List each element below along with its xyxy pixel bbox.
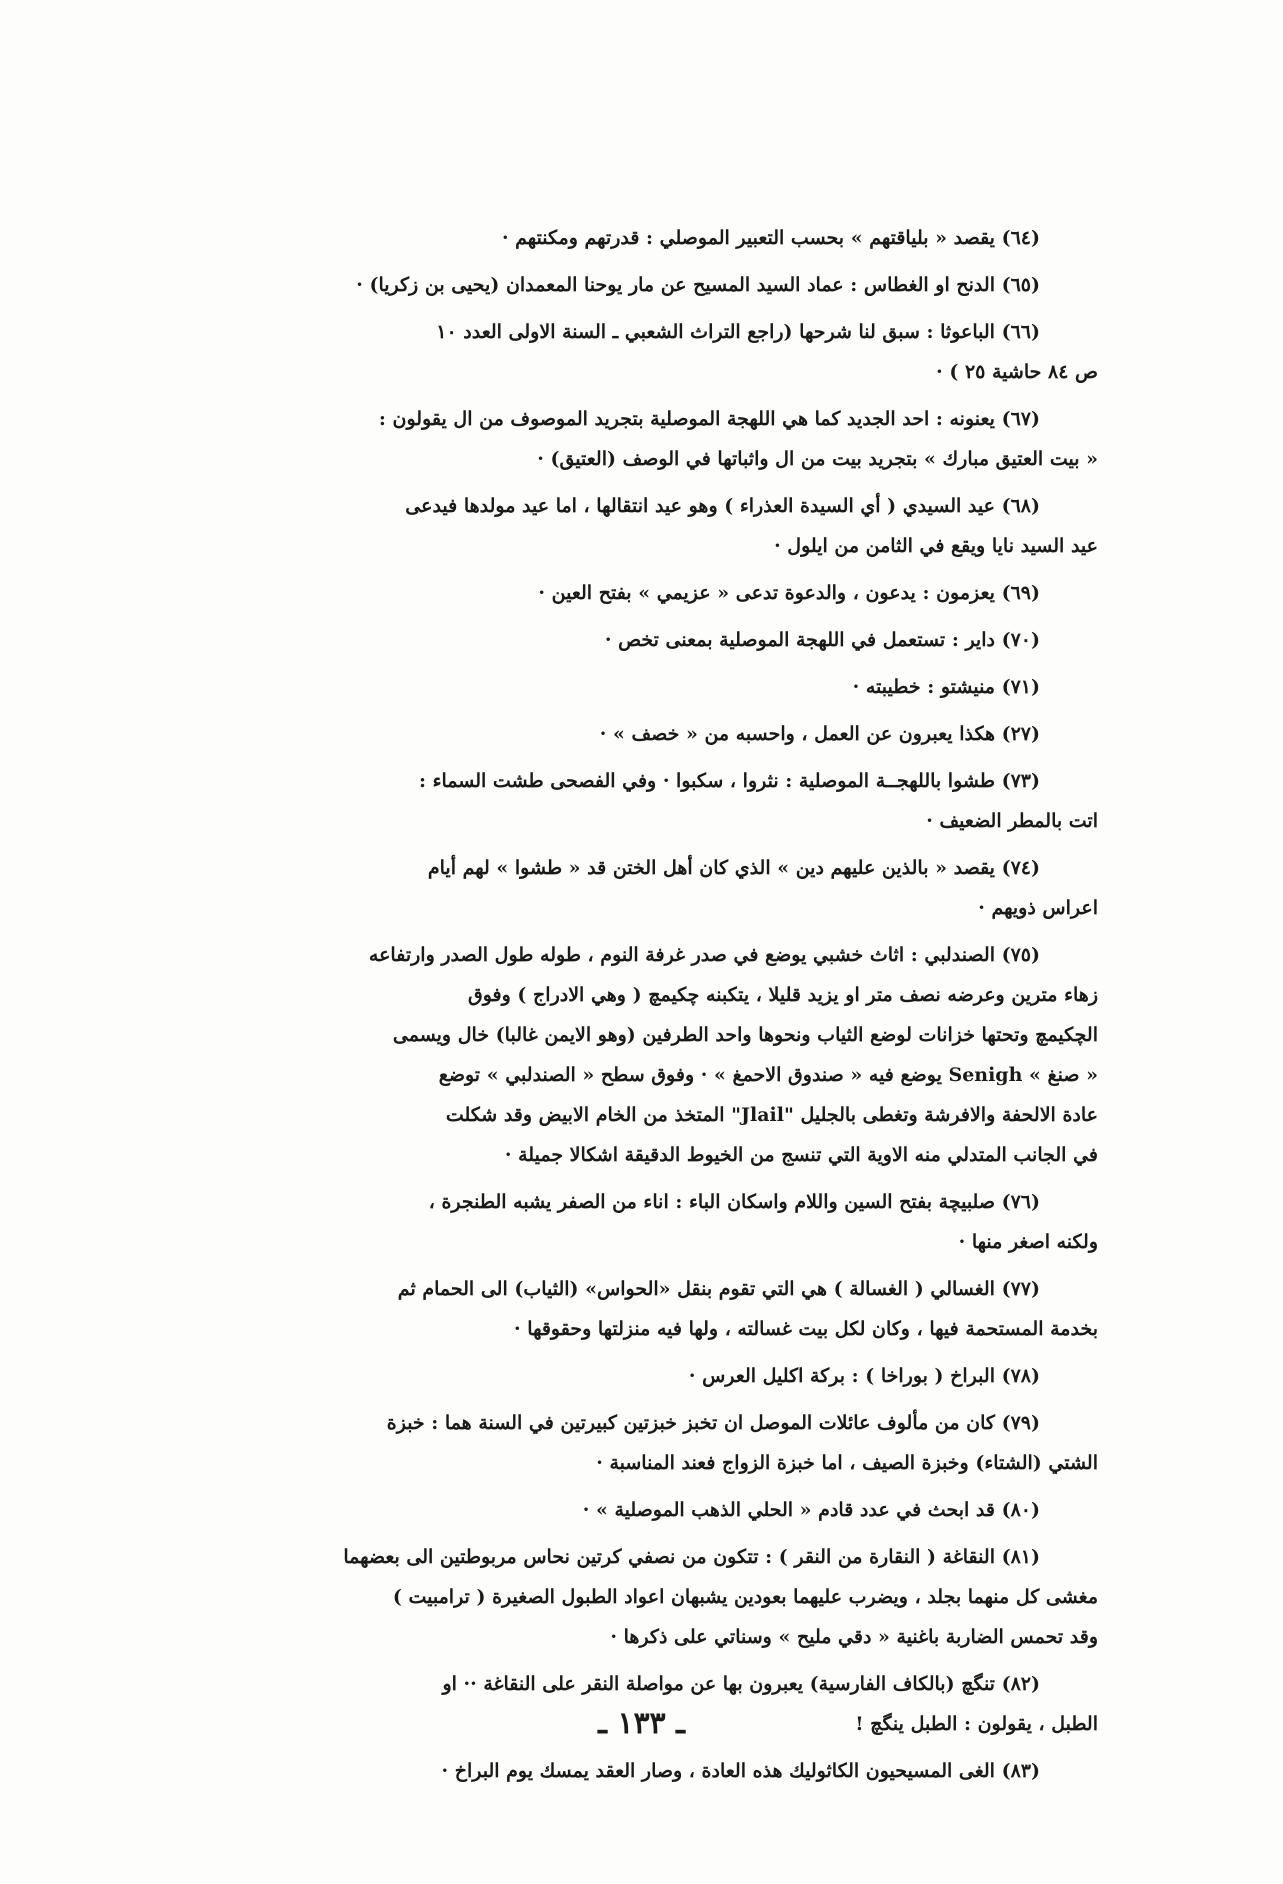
footnote — [228, 714, 1098, 754]
footnote — [228, 935, 1098, 1175]
footnote-line: اعراس ذويهم · — [978, 897, 1098, 919]
footnote-line: « بيت العتيق مبارك » بتجريد بيت من ال واثباتها في الوصف (العتيق) · — [537, 448, 1098, 470]
footnote — [228, 1537, 1098, 1657]
footnote-line: (٦٨) عيد السيدي ( أي السيدة العذراء ) وهو عيد انتقالها ، اما عيد مولدها فيدعى — [405, 495, 1040, 517]
footnote — [228, 761, 1098, 841]
footnote-line: (٧٠) داير : تستعمل في اللهجة الموصلية بمعنى تخص · — [604, 629, 1040, 651]
footnote — [228, 1182, 1098, 1262]
footnote — [228, 1751, 1098, 1791]
footnotes-block — [228, 218, 1098, 1798]
footnote — [228, 667, 1098, 707]
footnote — [228, 1356, 1098, 1396]
footnote-line: (٨٢) تنگچ (بالكاف الفارسية) يعبرون بها عن مواصلة النقر على النقاغة ·· او — [442, 1673, 1040, 1695]
footnote-line: الشتي (الشتاء) وخبزة الصيف ، اما خبزة الزواج فعند المناسبة · — [596, 1452, 1098, 1474]
footnote-line: ولكنه اصغر منها · — [958, 1231, 1098, 1253]
footnote — [228, 486, 1098, 566]
footnote — [228, 848, 1098, 928]
footnote-line: (٧٥) الصندلبي : اثاث خشبي يوضع في صدر غرفة النوم ، طوله طول الصدر وارتفاعه — [368, 944, 1040, 966]
footnote-line: (٧٤) يقصد « بالذين عليهم دين » الذي كان أهل الختن قد « طشوا » لهم أيام — [427, 857, 1040, 879]
footnote — [228, 1403, 1098, 1483]
footnote-line: الچكيمچ وتحتها خزانات لوضع الثياب ونحوها واحد الطرفين (وهو الايمن غالبا) خال ويسمى — [392, 1024, 1098, 1046]
footnote-line: (٨١) النقاغة ( النقارة من النقر ) : تتكون من نصفي كرتين نحاس مربوطتين الى بعضهما — [343, 1546, 1040, 1568]
footnote-line: ص ٨٤ حاشية ٢٥ ) · — [936, 361, 1098, 383]
footnote-line: (٧٣) طشوا باللهجــة الموصلية : نثروا ، سكبوا · وفي الفصحى طشت السماء : — [418, 770, 1040, 792]
footnote-line: (٧٧) الغسالي ( الغسالة ) هي التي تقوم بنقل «الحواس» (الثياب) الى الحمام ثم — [397, 1278, 1040, 1300]
page-number: ـ ١٣٣ ـ — [598, 1706, 685, 1741]
footnote-line: زهاء مترين وعرضه نصف متر او يزيد قليلا ، يتكبنه چكيمچ ( وهي الادراج ) وفوق — [468, 984, 1098, 1006]
footnote-line: « صنغ » Senigh يوضع فيه « صندوق الاحمغ » · وفوق سطح « الصندلبي » توضع — [438, 1064, 1098, 1086]
footnote-line: (٦٥) الدنح او الغطاس : عماد السيد المسيح عن مار يوحنا المعمدان (يحيى بن زكريا) · — [356, 274, 1040, 296]
footnote-line: (٦٧) يعنونه : احد الجديد كما هي اللهجة الموصلية بتجريد الموصوف من ال يقولون : — [378, 408, 1040, 430]
footnote-line: مغشى كل منهما بجلد ، ويضرب عليهما بعودين يشبهان اعواد الطبول الصغيرة ( ترامبيت ) — [392, 1586, 1098, 1608]
footnote-line: في الجانب المتدلي منه الاوية التي تنسج من الخيوط الدقيقة اشكالا جميلة · — [504, 1144, 1098, 1166]
footnote-line: (٧٦) صلبيچة بفتح السين واللام واسكان الباء : اناء من الصفر يشبه الطنجرة ، — [428, 1191, 1040, 1213]
footnote-line: الطبل ، يقولون : الطبل ينگچ ! — [855, 1713, 1098, 1735]
footnote-line: عيد السيد نايا ويقع في الثامن من ايلول · — [774, 535, 1098, 557]
footnote-line: (٧٩) كان من مألوف عائلات الموصل ان تخبز خبزتين كبيرتين في السنة هما : خبزة — [386, 1412, 1040, 1434]
footnote-line: وقد تحمس الضاربة باغنية « دقي مليح » وسناتي على ذكرها · — [610, 1626, 1098, 1648]
footnote — [228, 265, 1098, 305]
footnote-line: (٧١) منيشتو : خطيبته · — [852, 676, 1040, 698]
footnote — [228, 312, 1098, 392]
footnote-line: (٨٣) الغى المسيحيون الكاثوليك هذه العادة ، وصار العقد يمسك يوم البراخ · — [441, 1760, 1040, 1782]
footnote-line: (٦٤) يقصد « بلياقتهم » بحسب التعبير الموصلي : قدرتهم ومكنتهم · — [501, 227, 1040, 249]
footnote — [228, 1490, 1098, 1530]
footnote-line: (٦٩) يعزمون : يدعون ، والدعوة تدعى « عزيمي » بفتح العين · — [538, 582, 1040, 604]
footnote — [228, 620, 1098, 660]
footnote — [228, 573, 1098, 613]
footnote-line: (٧٨) البراخ ( بوراخا ) : بركة اكليل العرس · — [688, 1365, 1040, 1387]
footnote-line: (٢٧) هكذا يعبرون عن العمل ، واحسبه من « خصف » · — [599, 723, 1040, 745]
footnote — [228, 399, 1098, 479]
footnote-line: (٨٠) قد ابحث في عدد قادم « الحلي الذهب الموصلية » · — [582, 1499, 1040, 1521]
footnote — [228, 1269, 1098, 1349]
footnote-line: (٦٦) الباعوثا : سبق لنا شرحها (راجع التراث الشعبي ـ السنة الاولى العدد ١٠ — [436, 321, 1040, 343]
footnote-line: اتت بالمطر الضعيف · — [926, 810, 1098, 832]
footnote-line: بخدمة المستحمة فيها ، وكان لكل بيت غسالته ، ولها فيه منزلتها وحقوقها · — [514, 1318, 1098, 1340]
footnote-line: عادة الالحفة والافرشة وتغطى بالجليل "Jlail" المتخذ من الخام الابيض وقد شكلت — [445, 1104, 1098, 1126]
footnote — [228, 218, 1098, 258]
